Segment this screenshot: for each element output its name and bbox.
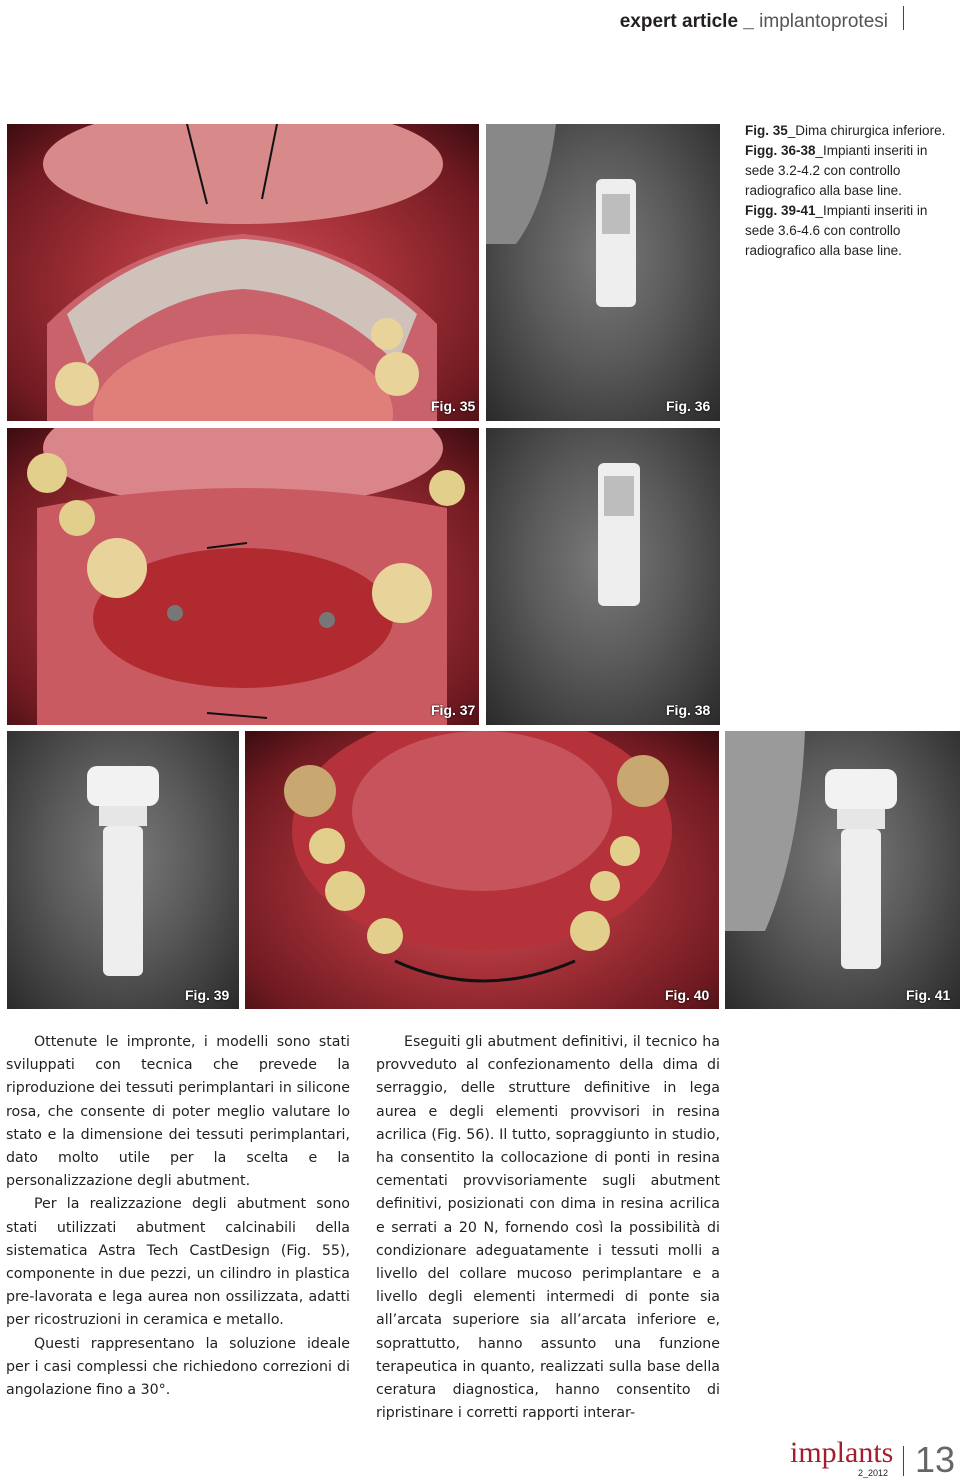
figure-39-label: Fig. 39: [185, 987, 230, 1003]
figure-38-label: Fig. 38: [666, 702, 711, 718]
caption-fig39-41: Figg. 39-41_Impianti inseriti in sede 3.6-4.6 con controllo radiografico alla base line.: [745, 203, 928, 258]
figure-captions: [745, 121, 960, 261]
figure-36-xray: [486, 124, 720, 421]
fig38-illustration: [486, 428, 720, 725]
fig37-illustration: [7, 428, 479, 725]
body-column-1: [6, 1031, 350, 1402]
figure-35-label: Fig. 35: [431, 398, 476, 414]
figure-41-label: Fig. 41: [906, 987, 951, 1003]
page-number: 13: [915, 1439, 956, 1480]
paragraph: Per la realizzazione degli abutment sono stati utilizzati abutment calcinabili della sistematica Astra Tech CastDesign (Fig. 55), componente in due pezzi, un cilindro in plastica pre-lavorata e lega aurea non ossilizzata, adatti per ricostruzioni in ceramica e metallo.: [6, 1196, 350, 1329]
caption-fig35: Fig. 35_Dima chirurgica inferiore.: [745, 123, 946, 138]
journal-logo: implants: [790, 1436, 894, 1469]
paragraph: Ottenute le impronte, i modelli sono stati sviluppati con tecnica che prevede la riproduzione dei tessuti perimplantari in silicone rosa, che consente di poter meglio valutare lo stato e la dimensione dei tessuti perimplantari, dato molto utile per la scelta e la personalizzazione degli abutment.: [6, 1034, 350, 1190]
figure-38-xray: [486, 428, 720, 725]
figure-37-photo: [7, 428, 479, 725]
fig40-illustration: [245, 731, 719, 1009]
figure-35-photo: [7, 124, 479, 421]
header-section: expert article _: [619, 11, 754, 32]
running-header: [620, 10, 888, 34]
header-divider: [903, 6, 904, 30]
fig36-illustration: [486, 124, 720, 421]
figure-39-xray: [7, 731, 239, 1009]
figure-36-label: Fig. 36: [666, 398, 711, 414]
figure-41-xray: [725, 731, 960, 1009]
figure-40-label: Fig. 40: [665, 987, 710, 1003]
issue-number: 2_2012: [858, 1468, 889, 1478]
body-column-2: [376, 1031, 720, 1425]
fig35-illustration: [7, 124, 479, 421]
figure-40-photo: [245, 731, 719, 1009]
fig39-illustration: [7, 731, 239, 1009]
footer-divider: [903, 1446, 904, 1476]
caption-fig36-38: Figg. 36-38_Impianti inseriti in sede 3.2-4.2 con controllo radiografico alla base line.: [745, 143, 928, 198]
paragraph: Eseguiti gli abutment definitivi, il tecnico ha provveduto al confezionamento della dima di serraggio, delle strutture definitive in lega aurea e degli elementi provvisori in resina acrilica (Fig. 56). Il tutto, sopraggiunto in studio, ha consentito la collocazione di ponti in resina cementati provvisoriamente sugli abutment definitivi, posizionati con dima in resina acrilica e serrati a 20 N, fornendo così la possibilità di condizionare adeguatamente i tessuti molli a livello del collare mucoso perimplantare e a livello degli elementi intermedi di ponte sia all’arcata superiore sia all’arcata inferiore e, soprattutto, hanno assunto una funzione terapeutica in quanto, realizzati sulla base della ceratura diagnostica, hanno consentito di ripristinare i corretti rapporti interar-: [376, 1034, 720, 1422]
paragraph: Questi rappresentano la soluzione ideale per i casi complessi che richiedono correzioni di angolazione fino a 30°.: [6, 1335, 350, 1399]
fig41-illustration: [725, 731, 960, 1009]
header-subsection: implantoprotesi: [759, 11, 888, 32]
figure-37-label: Fig. 37: [431, 702, 476, 718]
